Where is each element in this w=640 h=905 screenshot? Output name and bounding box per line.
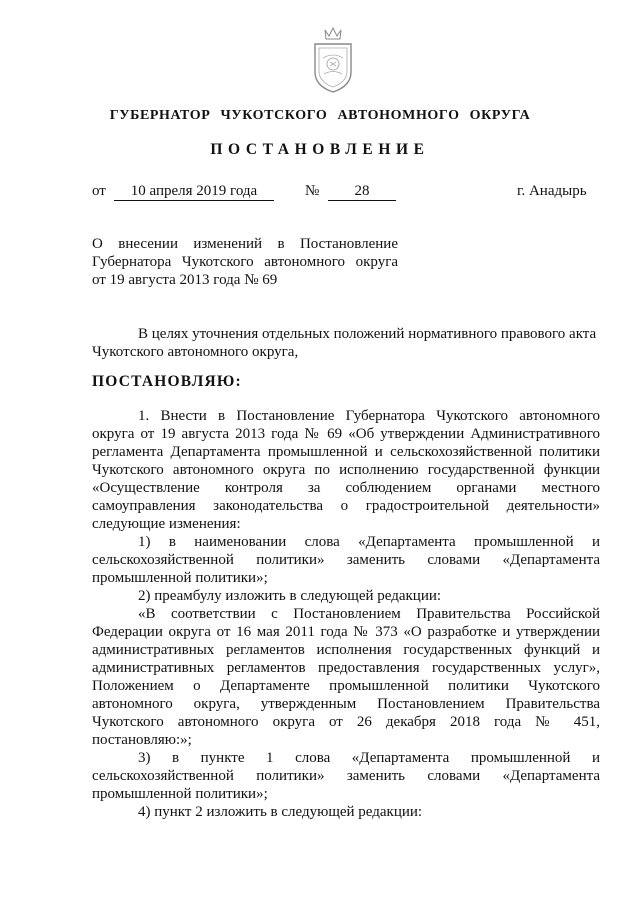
body-line: 1) в наименовании слова «Департамента промышленной и — [138, 534, 600, 550]
body-line: автономного округа, утвержденным Постановлением Правительства — [92, 696, 600, 712]
document-subject — [92, 235, 398, 289]
body-line: регламента Департамента промышленной и сельскохозяйственной политики — [92, 444, 600, 460]
body-line: административных регламентов исполнения государственных функций и — [92, 642, 600, 658]
subject-line: О внесении изменений в Постановление — [92, 236, 398, 252]
body-line: 2) преамбулу изложить в следующей редакции: — [138, 588, 442, 604]
number-label: № — [305, 183, 320, 199]
body-line: промышленной политики»; — [92, 786, 268, 802]
body-line: промышленной политики»; — [92, 570, 268, 586]
body-line: 3) в пункте 1 слова «Департамента промышленной и — [138, 750, 600, 766]
body-line: 1. Внести в Постановление Губернатора Чукотского автономного — [138, 408, 600, 424]
document-city: г. Анадырь — [517, 183, 587, 199]
preamble-line: В целях уточнения отдельных положений нормативного правового акта — [138, 326, 597, 342]
preamble-line: Чукотского автономного округа, — [92, 344, 299, 360]
body-line: Положением о Департаменте промышленной политики Чукотского — [92, 678, 600, 694]
body-line: постановляю:»; — [92, 732, 192, 748]
body-line: административных регламентов предоставления государственных услуг», — [92, 660, 600, 676]
date-prefix: от — [92, 183, 106, 199]
body-line: Федерации округа от 16 мая 2011 года № 373 «О разработке и утверждении — [92, 624, 600, 640]
body-line: сельскохозяйственной политики» заменить словами «Департамента — [92, 552, 600, 568]
body-line: сельскохозяйственной политики» заменить словами «Департамента — [92, 768, 600, 784]
subject-line: Губернатора Чукотского автономного округа — [92, 254, 398, 270]
body-line: «В соответствии с Постановлением Правительства Российской — [138, 606, 600, 622]
document-type-title: ПОСТАНОВЛЕНИЕ — [210, 141, 430, 158]
body-line: следующие изменения: — [92, 516, 241, 532]
document-number: 28 — [328, 182, 396, 201]
body-line: округа от 19 августа 2013 года № 69 «Об утверждении Административного — [92, 426, 600, 442]
preamble-paragraph — [92, 325, 600, 361]
body-line: 4) пункт 2 изложить в следующей редакции: — [138, 804, 423, 820]
subject-line: от 19 августа 2013 года № 69 — [92, 272, 278, 288]
coat-of-arms-emblem — [303, 22, 363, 100]
body-line: Чукотского автономного округа от 26 декабря 2018 года № 451, — [92, 714, 600, 730]
body-line: Чукотского автономного округа по исполнению государственной функции — [92, 462, 600, 478]
decree-heading: ПОСТАНОВЛЯЮ: — [92, 373, 242, 390]
document-date: 10 апреля 2019 года — [114, 182, 274, 201]
document-body — [92, 407, 600, 821]
body-line: самоуправления законодательства о градостроительной деятельности» — [92, 498, 600, 514]
body-line: «Осуществление контроля за соблюдением органами местного — [92, 480, 600, 496]
issuing-authority: ГУБЕРНАТОР ЧУКОТСКОГО АВТОНОМНОГО ОКРУГА — [109, 108, 531, 123]
